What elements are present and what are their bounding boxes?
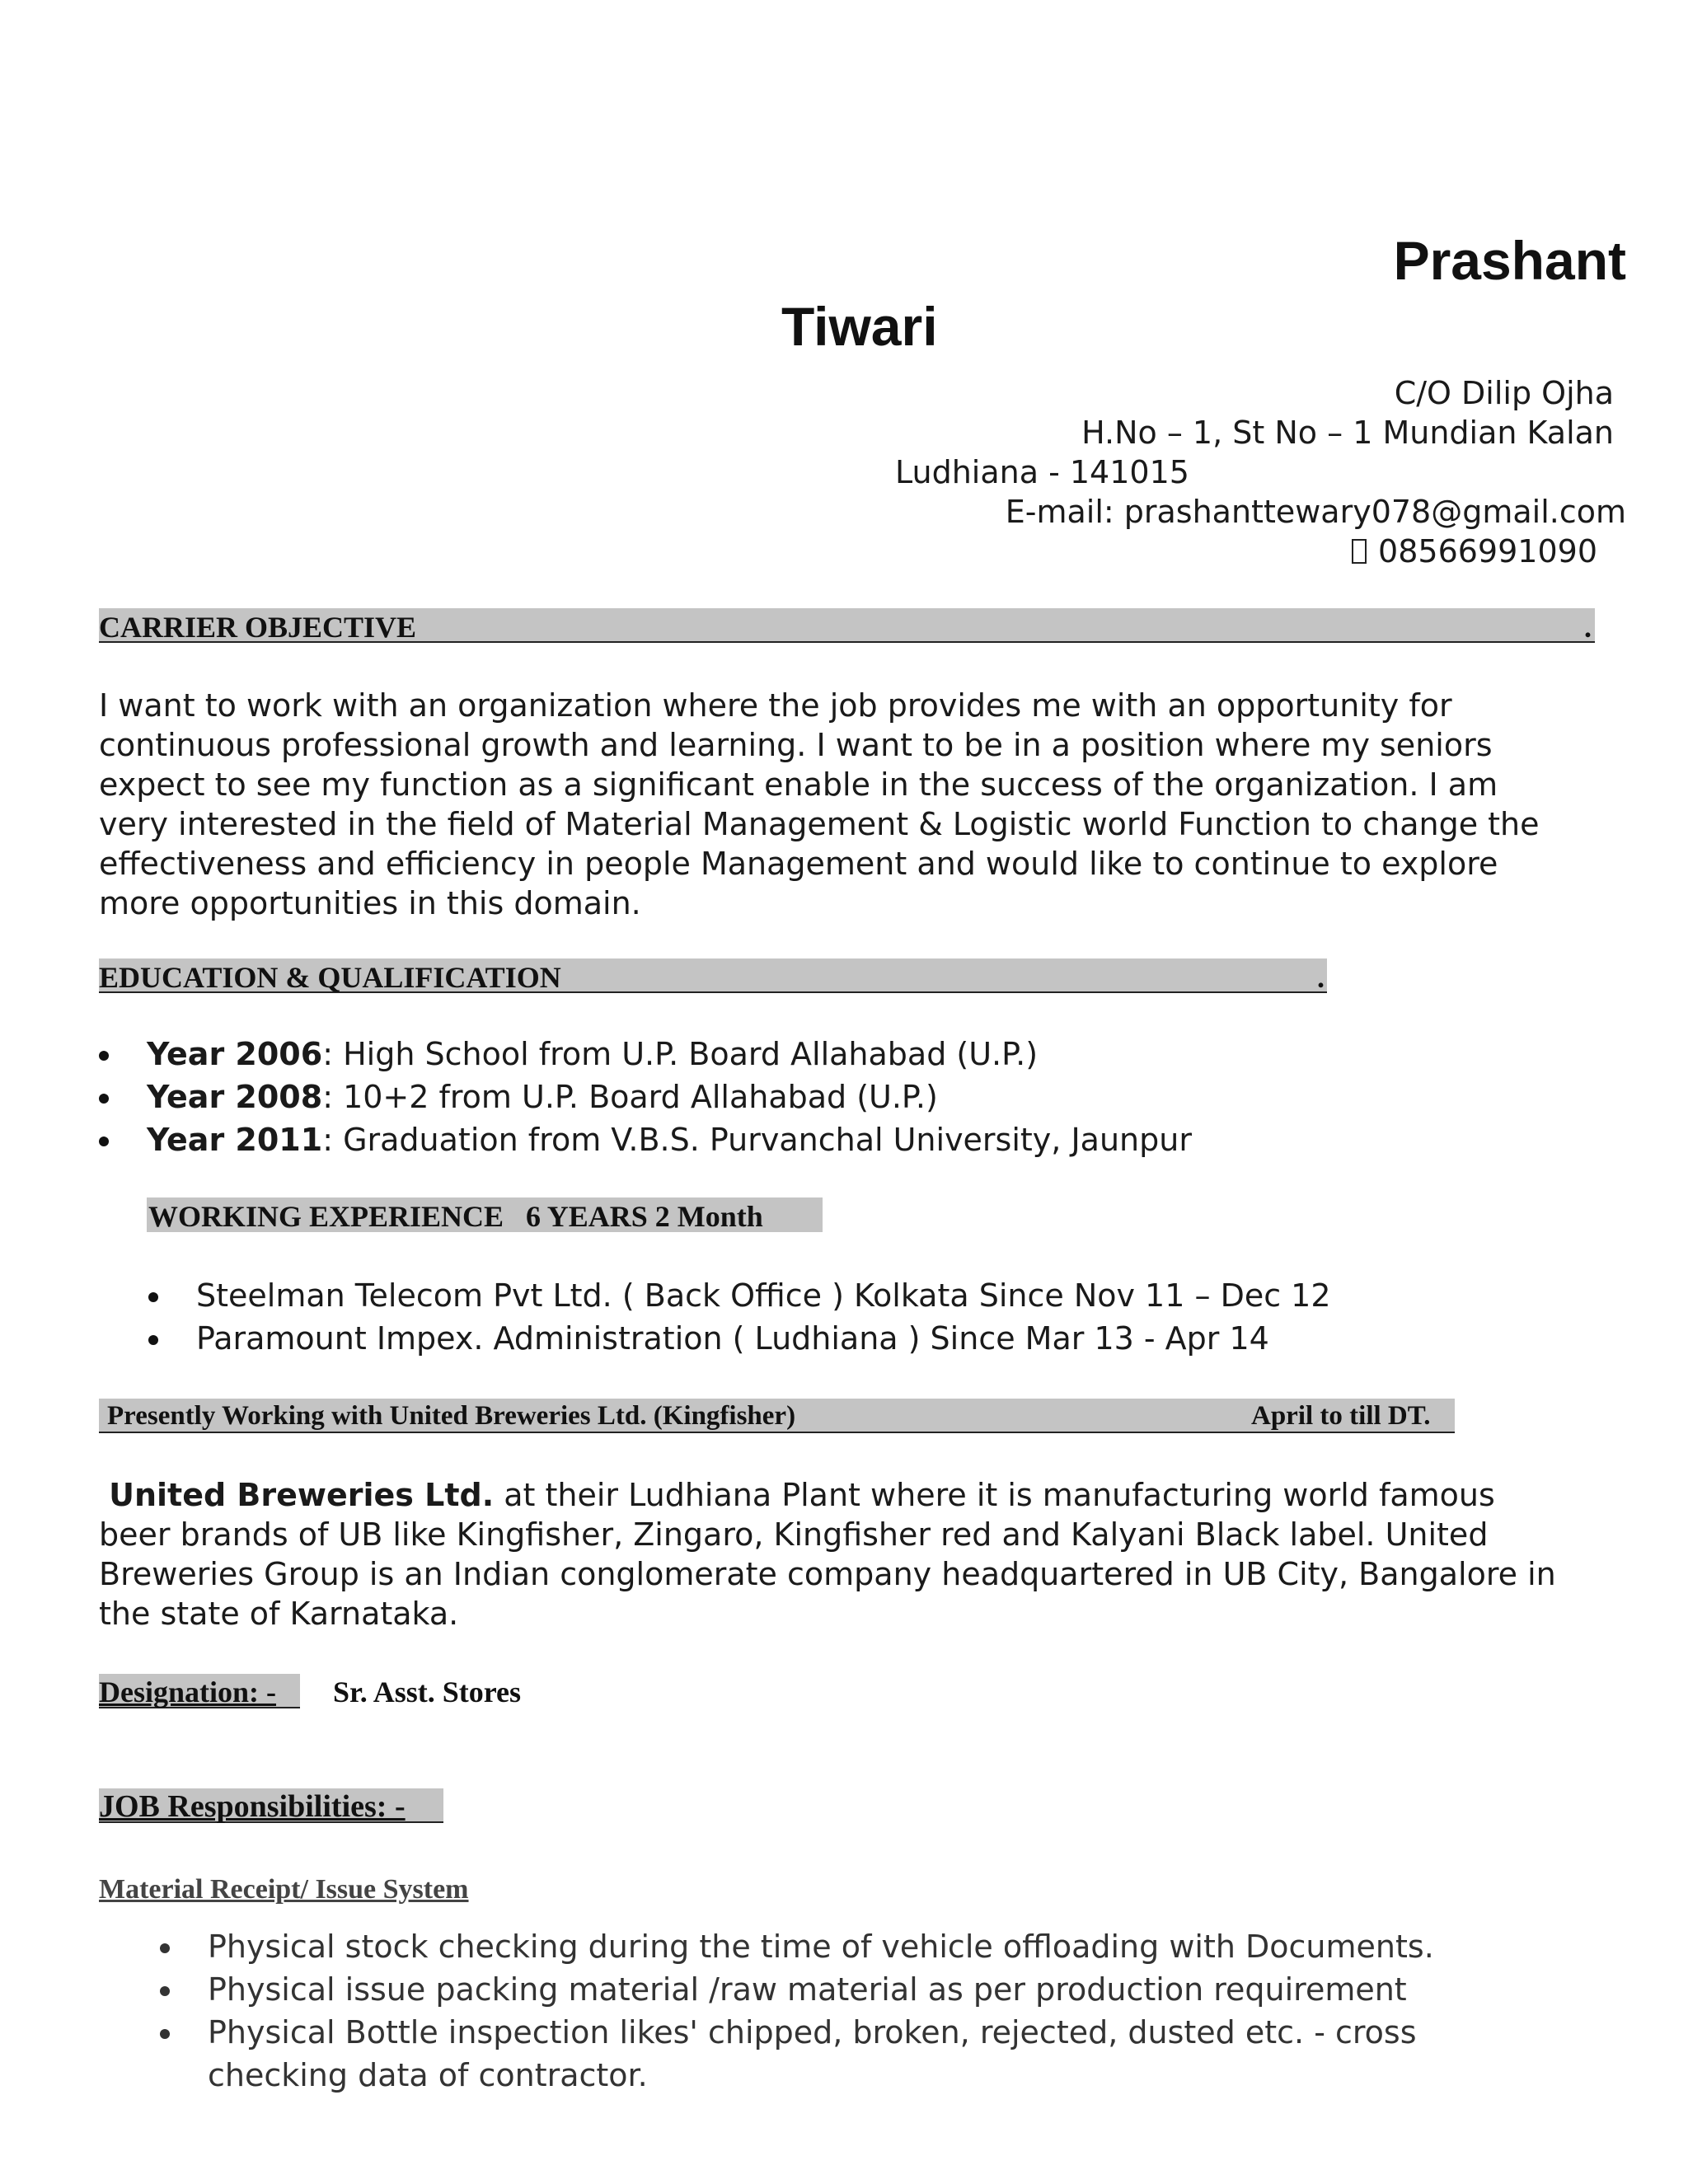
- phone-number: 08566991090: [1378, 533, 1597, 569]
- address-line-3: Ludhiana - 141015: [895, 454, 1189, 490]
- company-desc: at their Ludhiana Plant where it is manufacturing world famous: [494, 1477, 1495, 1513]
- education-detail: : 10+2 from U.P. Board Allahabad (U.P.): [322, 1079, 938, 1115]
- list-item: [196, 1274, 1331, 1317]
- experience-list: [196, 1274, 1331, 1360]
- job-item-continuation: checking data of contractor.: [208, 2057, 648, 2093]
- education-year: Year 2006: [147, 1036, 323, 1072]
- job-subheading: Material Receipt/ Issue System: [99, 1874, 469, 1905]
- job-heading: JOB Responsibilities: -: [99, 1789, 406, 1824]
- objective-line: I want to work with an organization where the job provides me with an opportunity for: [99, 687, 1452, 724]
- experience-item: Steelman Telecom Pvt Ltd. ( Back Office ) Kolkata Since Nov 11 – Dec 12: [196, 1277, 1331, 1314]
- objective-line: very interested in the field of Material Management & Logistic world Function to change the: [99, 806, 1540, 842]
- list-item: [208, 1925, 1434, 1968]
- job-item: Physical Bottle inspection likes' chipped, broken, rejected, dusted etc. - cross: [208, 2014, 1417, 2050]
- company-line: [99, 1475, 1632, 1515]
- job-item: Physical issue packing material /raw material as per production requirement: [208, 1971, 1407, 2008]
- email-line: E-mail: prashanttewary078@gmail.com: [1005, 494, 1626, 530]
- education-heading: EDUCATION & QUALIFICATION: [99, 961, 561, 994]
- address-line-1: C/O Dilip Ojha: [1394, 375, 1614, 411]
- list-item: [196, 1317, 1331, 1360]
- name-last: Tiwari: [781, 296, 938, 357]
- company-line: beer brands of UB like Kingfisher, Zingaro, Kingfisher red and Kalyani Black label. United: [99, 1516, 1489, 1553]
- education-year: Year 2008: [147, 1079, 323, 1115]
- company-description: [99, 1475, 1632, 1633]
- experience-heading: WORKING EXPERIENCE 6 YEARS 2 Month: [148, 1200, 763, 1233]
- objective-line: more opportunities in this domain.: [99, 885, 641, 921]
- education-detail: : Graduation from V.B.S. Purvanchal University, Jaunpur: [322, 1122, 1192, 1158]
- company-line: the state of Karnataka.: [99, 1596, 459, 1632]
- list-item: [208, 1968, 1434, 2011]
- objective-line: expect to see my function as a significant enable in the success of the organization. I am: [99, 766, 1498, 803]
- designation-value: Sr. Asst. Stores: [333, 1675, 522, 1708]
- list-item: [208, 2011, 1434, 2054]
- education-list: [147, 1033, 1192, 1161]
- career-objective-text: [99, 686, 1632, 923]
- experience-item: Paramount Impex. Administration ( Ludhiana ) Since Mar 13 - Apr 14: [196, 1320, 1269, 1357]
- career-objective-dot: .: [1584, 611, 1592, 644]
- address-line-2: H.No – 1, St No – 1 Mundian Kalan: [1081, 415, 1614, 451]
- present-period: April to till DT.: [1251, 1401, 1431, 1431]
- name-first: Prashant: [1393, 230, 1626, 291]
- company-name: United Breweries Ltd.: [109, 1477, 495, 1513]
- present-heading: Presently Working with United Breweries Ltd. (Kingfisher): [107, 1401, 796, 1431]
- education-year: Year 2011: [147, 1122, 323, 1158]
- phone-icon: [1352, 539, 1367, 564]
- company-line: Breweries Group is an Indian conglomerate company headquartered in UB City, Bangalore in: [99, 1556, 1556, 1592]
- list-item: [147, 1033, 1192, 1076]
- phone-line: [1352, 533, 1597, 569]
- objective-line: effectiveness and efficiency in people Management and would like to continue to explore: [99, 846, 1498, 882]
- list-item: [147, 1076, 1192, 1118]
- designation-label: Designation: -: [99, 1675, 276, 1708]
- education-detail: : High School from U.P. Board Allahabad (U.P.): [322, 1036, 1039, 1072]
- job-item: Physical stock checking during the time of vehicle offloading with Documents.: [208, 1929, 1434, 1965]
- objective-line: continuous professional growth and learning. I want to be in a position where my seniors: [99, 727, 1493, 763]
- list-item-continuation: [208, 2054, 1434, 2097]
- job-list: [208, 1925, 1434, 2097]
- education-dot: .: [1317, 961, 1325, 994]
- career-objective-heading: CARRIER OBJECTIVE: [99, 611, 417, 644]
- list-item: [147, 1118, 1192, 1161]
